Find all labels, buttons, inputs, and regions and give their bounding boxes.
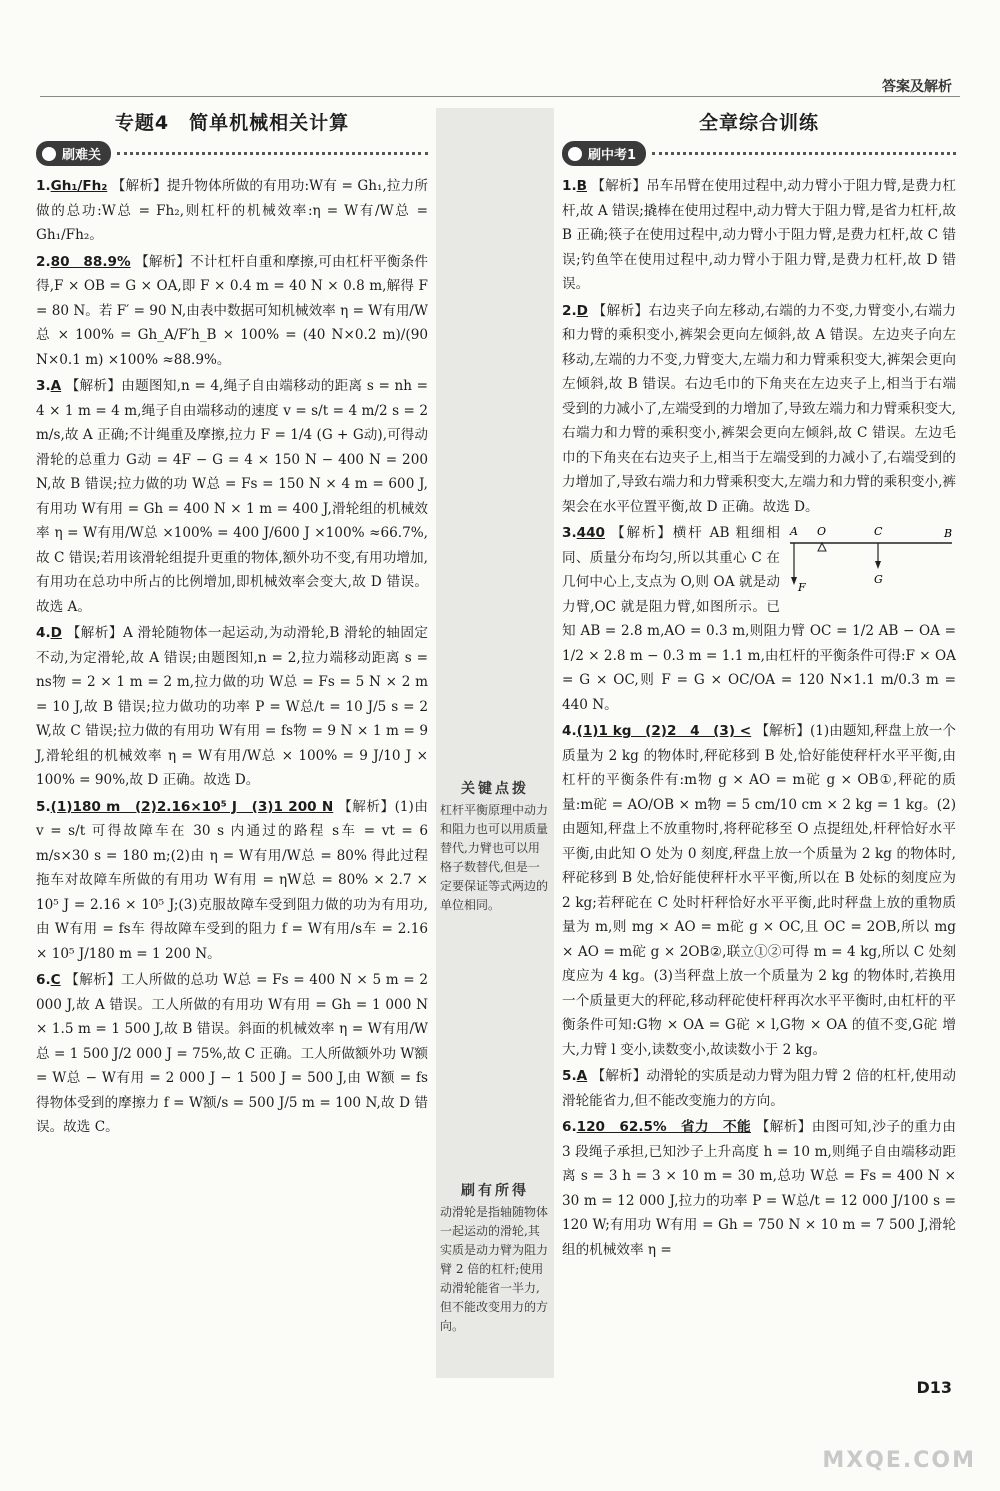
item-answer: 120 62.5% 省力 不能 <box>576 1119 751 1135</box>
item-answer: B <box>576 178 587 194</box>
item-explanation: 【解析】由题图知,n = 4,绳子自由端移动的距离 s = nh = 4 × 1 m = 4 m,绳子自由端移动的速度 v = s/t = 4 m/2 s = 2 m/s,故 A 正确;不计绳重及摩擦,拉力 F = 1/4 (G + G动),可得动滑轮的总重力 G动 = 4F − G = 4 × 150 N − 400 N = 200 N,故 B 错误;拉力做的功 W总 = Fs = 150 N × 4 m = 600 J,有用功 W有用 = Gh = 400 N × 1 m = 400 J,滑轮组的机械效率 η = W有用/W总 ×100% = 400 J/600 J ×100% ≈66.7%,故 C 错误;若用该滑轮组提升更重的物体,额外功不变,有用功增加,有用功在总功中所占的比例增加,即机械效率会变大,故 D 错误。故选 A。 <box>36 378 428 615</box>
item-explanation: 【解析】右边夹子向左移动,右端的力不变,力臂变小,右端力和力臂的乘积变小,裤架会更向左倾斜,故 A 错误。左边夹子向左移动,左端的力不变,力臂变大,左端力和力臂乘积变大,裤架会更向左倾斜,故 B 错误。右边毛巾的下角夹在左边夹子上,相当于右端受到的力减小了,左端受到的力增加了,导致左端力和力臂乘积变大,右端力和力臂的乘积变小,裤架会更向左倾斜,故 C 错误。左边毛巾的下角夹在右边夹子上,相当于左端受到的力减小了,右端受到的力增加了,导致右端力和力臂乘积变大,左端力和力臂的乘积变小,裤架会在水平位置平衡,故 D 正确。故选 D。 <box>562 302 956 515</box>
answer-item <box>562 1064 956 1113</box>
item-number: 3. <box>562 525 577 541</box>
item-explanation: 【解析】提升物体所做的有用功:W有 = Gh₁,拉力所做的总功:W总 = Fh₂,则杠杆的机械效率:η = W有/W总 = Gh₁/Fh₂。 <box>36 178 429 243</box>
tip-key-point <box>440 780 550 915</box>
right-banner <box>562 141 956 166</box>
item-explanation: 【解析】(1)由题知,秤盘上放一个质量为 2 kg 的物体时,秤砣移到 B 处,恰好能使秤杆水平平衡,由杠杆的平衡条件有:m物 g × AO = m砣 g × OB①,秤砣的质量:m砣 = AO/OB × m物 = 5 cm/10 cm × 2 kg = 1 kg。(2)由题知,秤盘上不放重物时,将秤砣移至 O 点提纽处,杆秤恰好水平平衡,由此知 O 处为 0 刻度,秤盘上放一个质量为 2 kg 的物体时,秤砣移到 B 处,恰好能使秤杆水平平衡,所以在 B 处标的刻度应为 2 kg;若秤砣在 C 处时杆秤恰好水平平衡,此时秤盘上放的重物质量为 m,则 mg × AO = m砣 g × OC,且 OC = 2OB,所以 mg × AO = m砣 g × 2OB②,联立①②可得 m = 4 kg,所以 C 处刻度应为 4 kg。(3)当秤盘上放一个质量为 2 kg 的物体时,若换用一个质量更大的秤砣,移动秤砣使杆秤再次水平平衡时,由杠杆的平衡条件可知:G物 × OA = G砣 × l,G物 × OA 的值不变,G砣 增大,力臂 l 变小,读数变小,故读数小于 2 kg。 <box>562 723 957 1058</box>
left-section-title: 专题4 简单机械相关计算 <box>114 112 350 134</box>
tip-text: 杠杆平衡原理中动力和阻力也可以用质量替代,力臂也可以用格子数替代,但是一定要保证等式两边的单位相同。 <box>440 803 549 912</box>
answer-item <box>36 968 428 1140</box>
answer-item <box>36 174 428 248</box>
item-answer: 80 88.9% <box>50 253 131 270</box>
item-number: 1. <box>36 178 51 194</box>
item-answer: D <box>50 625 62 641</box>
lever-diagram <box>786 523 956 595</box>
item-number: 5. <box>562 1068 577 1084</box>
answer-item <box>562 299 956 520</box>
item-explanation: 【解析】工人所做的总功 W总 = Fs = 400 N × 5 m = 2 000 J,故 A 错误。工人所做的有用功 W有用 = Gh = 1 000 N × 1.5 m = 1 500 J,故 B 错误。斜面的机械效率 η = W有用/W总 = 1 500 J/2 000 J = 75%,故 C 正确。工人所做额外功 W额 = W总 − W有用 = 2 000 J − 1 500 J = 500 J,由 W额 = fs 得物体受到的摩擦力 f = W额/s = 500 J/5 m = 100 N,故 D 错误。故选 C。 <box>36 972 429 1135</box>
diagram-label-a: A <box>790 525 798 538</box>
item-answer: D <box>576 302 588 319</box>
right-column <box>562 108 956 1264</box>
diagram-label-c: C <box>874 525 883 538</box>
answer-item <box>36 795 428 967</box>
item-number: 6. <box>562 1119 577 1135</box>
left-banner-label: 刷难关 <box>62 148 102 163</box>
item-number: 2. <box>562 302 577 319</box>
answer-item <box>562 174 956 297</box>
item-number: 1. <box>562 178 577 194</box>
item-answer: A <box>576 1068 588 1084</box>
item-answer: A <box>50 378 62 394</box>
book-icon <box>42 147 56 161</box>
item-number: 5. <box>36 798 51 815</box>
tip-takeaway <box>440 1182 550 1336</box>
answer-item <box>562 1115 956 1262</box>
answer-item <box>36 621 428 793</box>
right-section-title: 全章综合训练 <box>698 112 819 134</box>
item-explanation: 【解析】(1)由 v = s/t 可得故障车在 30 s 内通过的路程 s车 = vt = 6 m/s×30 s = 180 m;(2)由 η = W有用/W总 = 80% 得此过程拖车对故障车所做的有用功 W有用 = ηW总 = 80% × 2.7 × 10⁵ J = 2.16 × 10⁵ J;(3)克服故障车受到阻力做的功为有用功,由 W有用 = fs车 得故障车受到的阻力 f = W有用/s车 = 2.16 × 10⁵ J/180 m = 1 200 N。 <box>36 798 428 962</box>
item-answer: (1)1 kg (2)2 4 (3) < <box>576 723 752 739</box>
diagram-label-g: G <box>874 573 883 586</box>
item-answer: C <box>50 972 61 988</box>
item-answer: (1)180 m (2)2.16×10⁵ J (3)1 200 N <box>50 798 334 815</box>
item-explanation: 【解析】横杆 AB 粗细相同、质量分布均匀,所以其重心 C 在几何中心上,支点为 O,则 OA 就是动力臂,OC 就是阻力臂,如图所示。已知 AB = 2.8 m,AO = 0.3 m,则阻力臂 OC = 1/2 AB − OA = 1/2 × 2.8 m − 0.3 m = 1.1 m,由杠杆的平衡条件可得:F × OA = G × OC,则 F = G × OC/OA = 120 N×1.1 m/0.3 m = 440 N。 <box>562 525 956 713</box>
diagram-label-f: F <box>798 581 806 594</box>
item-number: 3. <box>36 378 51 394</box>
diagram-label-b: B <box>944 527 953 540</box>
left-column <box>36 108 428 1142</box>
header-rule <box>40 96 960 97</box>
item-number: 4. <box>36 625 51 641</box>
item-explanation: 【解析】A 滑轮随物体一起运动,为动滑轮,B 滑轮的轴固定不动,为定滑轮,故 A 错误;由题图知,n = 2,拉力端移动距离 s = ns物 = 2 × 1 m = 2 m,拉力做的功 W总 = Fs = 5 N × 2 m = 10 J,故 B 错误;拉力做功的功率 P = W总/t = 10 J/5 s = 2 W,故 C 错误;拉力做的有用功 W有用 = fs物 = 9 N × 1 m = 9 J,滑轮组的机械效率 η = W有用/W总 × 100% = 9 J/10 J × 100% = 90%,故 D 正确。故选 D。 <box>36 625 429 788</box>
item-explanation: 【解析】吊车吊臂在使用过程中,动力臂小于阻力臂,是费力杠杆,故 A 错误;撬棒在使用过程中,动力臂大于阻力臂,是省力杠杆,故 B 正确;筷子在使用过程中,动力臂小于阻力臂,是费力杠杆,故 C 错误;钓鱼竿在使用过程中,动力臂小于阻力臂,是费力杠杆,故 D 错误。 <box>562 178 957 292</box>
tip-title: 关键点拨 <box>461 781 529 797</box>
dotted-divider <box>117 152 428 155</box>
item-explanation: 【解析】不计杠杆自重和摩擦,可由杠杆平衡条件得,F × OB = G × OA,即 F × 0.4 m = 40 N × 0.8 m,解得 F = 80 N。若 F′ = 90 N,由表中数据可知机械效率 η = W有用/W总 × 100% = Gh_A/F′h_B × 100% = (40 N×0.2 m)/(90 N×0.1 m) ×100% ≈88.9%。 <box>36 253 429 368</box>
watermark: MXQE.COM <box>822 1448 976 1473</box>
item-number: 4. <box>562 723 577 739</box>
tip-text: 动滑轮是指轴随物体一起运动的滑轮,其实质是动力臂为阻力臂 2 倍的杠杆;使用动滑轮能省一半力,但不能改变用力的方向。 <box>440 1205 549 1333</box>
item-answer: Gh₁/Fh₂ <box>50 178 108 194</box>
item-explanation: 【解析】动滑轮的实质是动力臂为阻力臂 2 倍的杠杆,使用动滑轮能省力,但不能改变施力的方向。 <box>562 1068 956 1109</box>
item-number: 6. <box>36 972 51 988</box>
item-explanation: 【解析】由图可知,沙子的重力由 3 段绳子承担,已知沙子上升高度 h = 10 m,则绳子自由端移动距离 s = 3 h = 3 × 10 m = 30 m,总功 W总 = Fs = 400 N × 30 m = 12 000 J,拉力的功率 P = W总/t = 12 000 J/100 s = 120 W;有用功 W有用 = Gh = 750 N × 10 m = 7 500 J,滑轮组的机械效率 η = <box>562 1119 956 1258</box>
book-icon <box>568 147 582 161</box>
answer-item <box>562 521 956 717</box>
answer-item <box>562 719 956 1062</box>
item-number: 2. <box>36 253 51 270</box>
dotted-divider <box>652 152 956 155</box>
diagram-label-o: O <box>817 525 827 538</box>
tip-title: 刷有所得 <box>461 1183 529 1199</box>
left-banner <box>36 141 428 166</box>
item-answer: 440 <box>576 525 606 541</box>
page-number: D13 <box>916 1378 952 1397</box>
answer-item <box>36 250 428 373</box>
answer-item <box>36 374 428 619</box>
header-tag: 答案及解析 <box>882 79 952 95</box>
right-banner-label: 刷中考1 <box>588 148 637 163</box>
